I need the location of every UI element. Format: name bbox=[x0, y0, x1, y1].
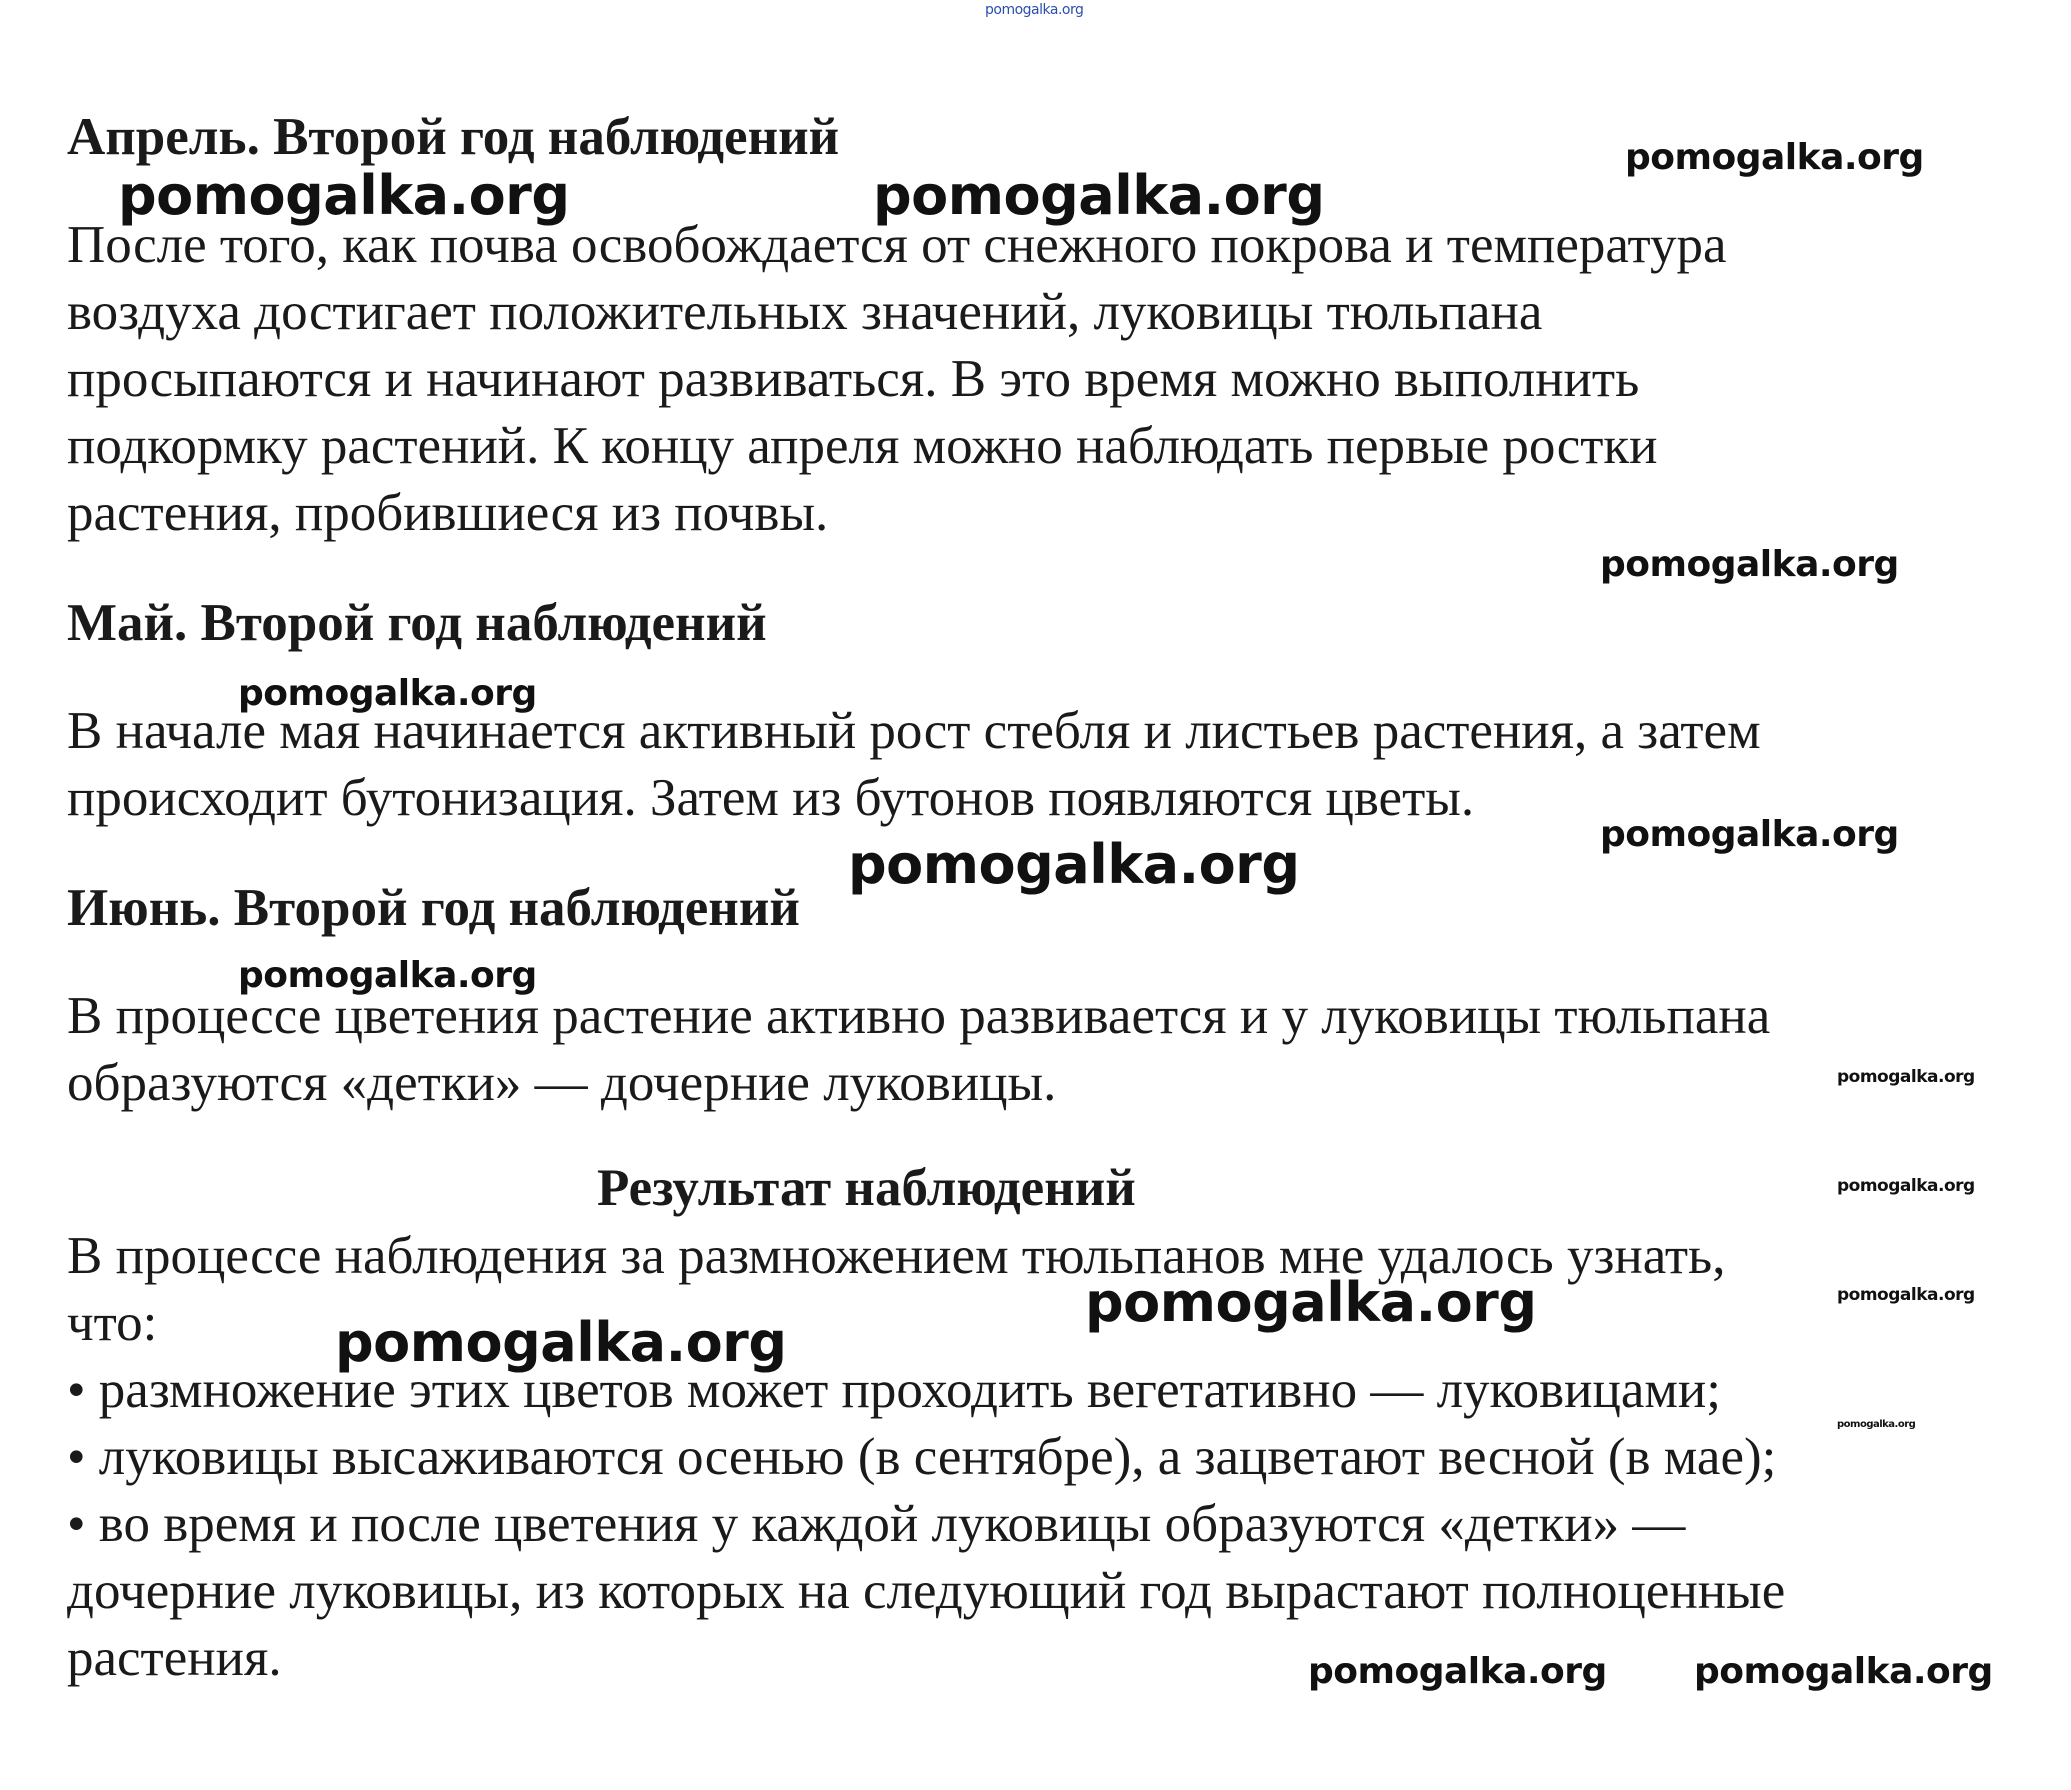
result-heading: Результат наблюдений bbox=[597, 1159, 1136, 1217]
paragraph-line: В начале мая начинается активный рост стебля и листьев растения, а затем bbox=[67, 702, 1761, 760]
april-paragraph bbox=[67, 212, 1727, 547]
watermark: pomogalka.org bbox=[335, 1311, 787, 1374]
watermark: pomogalka.org bbox=[1600, 814, 1899, 855]
watermark: pomogalka.org bbox=[848, 833, 1300, 896]
watermark: pomogalka.org bbox=[1837, 1067, 1975, 1087]
june-paragraph bbox=[67, 983, 1770, 1117]
watermark: pomogalka.org bbox=[1837, 1285, 1975, 1305]
paragraph-line: подкормку растений. К концу апреля можно наблюдать первые ростки bbox=[67, 417, 1658, 475]
paragraph-line: растения, пробившиеся из почвы. bbox=[67, 484, 829, 542]
watermark: pomogalka.org bbox=[1085, 1271, 1537, 1334]
may-paragraph bbox=[67, 698, 1761, 832]
bullet-item: • размножение этих цветов может проходить вегетативно — луковицами; bbox=[67, 1361, 1721, 1419]
paragraph-line: дочерние луковицы, из которых на следующий год вырастают полноценные bbox=[67, 1562, 1786, 1620]
watermark: pomogalka.org bbox=[873, 164, 1325, 227]
watermark: pomogalka.org bbox=[118, 164, 570, 227]
watermark: pomogalka.org bbox=[1837, 1176, 1975, 1196]
watermark-top: pomogalka.org bbox=[985, 2, 1084, 18]
watermark: pomogalka.org bbox=[1308, 1651, 1607, 1692]
bullet-item: • во время и после цветения у каждой луковицы образуются «детки» — bbox=[67, 1495, 1686, 1553]
may-heading: Май. Второй год наблюдений bbox=[67, 594, 767, 652]
watermark: pomogalka.org bbox=[238, 955, 537, 996]
paragraph-line: происходит бутонизация. Затем из бутонов появляются цветы. bbox=[67, 769, 1475, 827]
paragraph-line: просыпаются и начинают развиваться. В это время можно выполнить bbox=[67, 350, 1640, 408]
watermark: pomogalka.org bbox=[1600, 544, 1899, 585]
june-heading: Июнь. Второй год наблюдений bbox=[67, 879, 800, 937]
paragraph-line: образуются «детки» — дочерние луковицы. bbox=[67, 1054, 1057, 1112]
paragraph-line: В процессе цветения растение активно развивается и у луковицы тюльпана bbox=[67, 987, 1771, 1045]
watermark: pomogalka.org bbox=[238, 673, 537, 714]
april-heading: Апрель. Второй год наблюдений bbox=[67, 108, 840, 166]
watermark: pomogalka.org bbox=[1625, 137, 1924, 178]
watermark: pomogalka.org bbox=[1694, 1651, 1993, 1692]
paragraph-line: воздуха достигает положительных значений, луковицы тюльпана bbox=[67, 283, 1543, 341]
paragraph-line: растения. bbox=[67, 1629, 282, 1687]
bullet-item: • луковицы высаживаются осенью (в сентябре), а зацветают весной (в мае); bbox=[67, 1428, 1777, 1486]
paragraph-line: После того, как почва освобождается от снежного покрова и температура bbox=[67, 216, 1727, 274]
paragraph-line: что: bbox=[67, 1294, 158, 1352]
paragraph-line: В процессе наблюдения за размножением тюльпанов мне удалось узнать, bbox=[67, 1227, 1726, 1285]
watermark: pomogalka.org bbox=[1837, 1419, 1916, 1430]
